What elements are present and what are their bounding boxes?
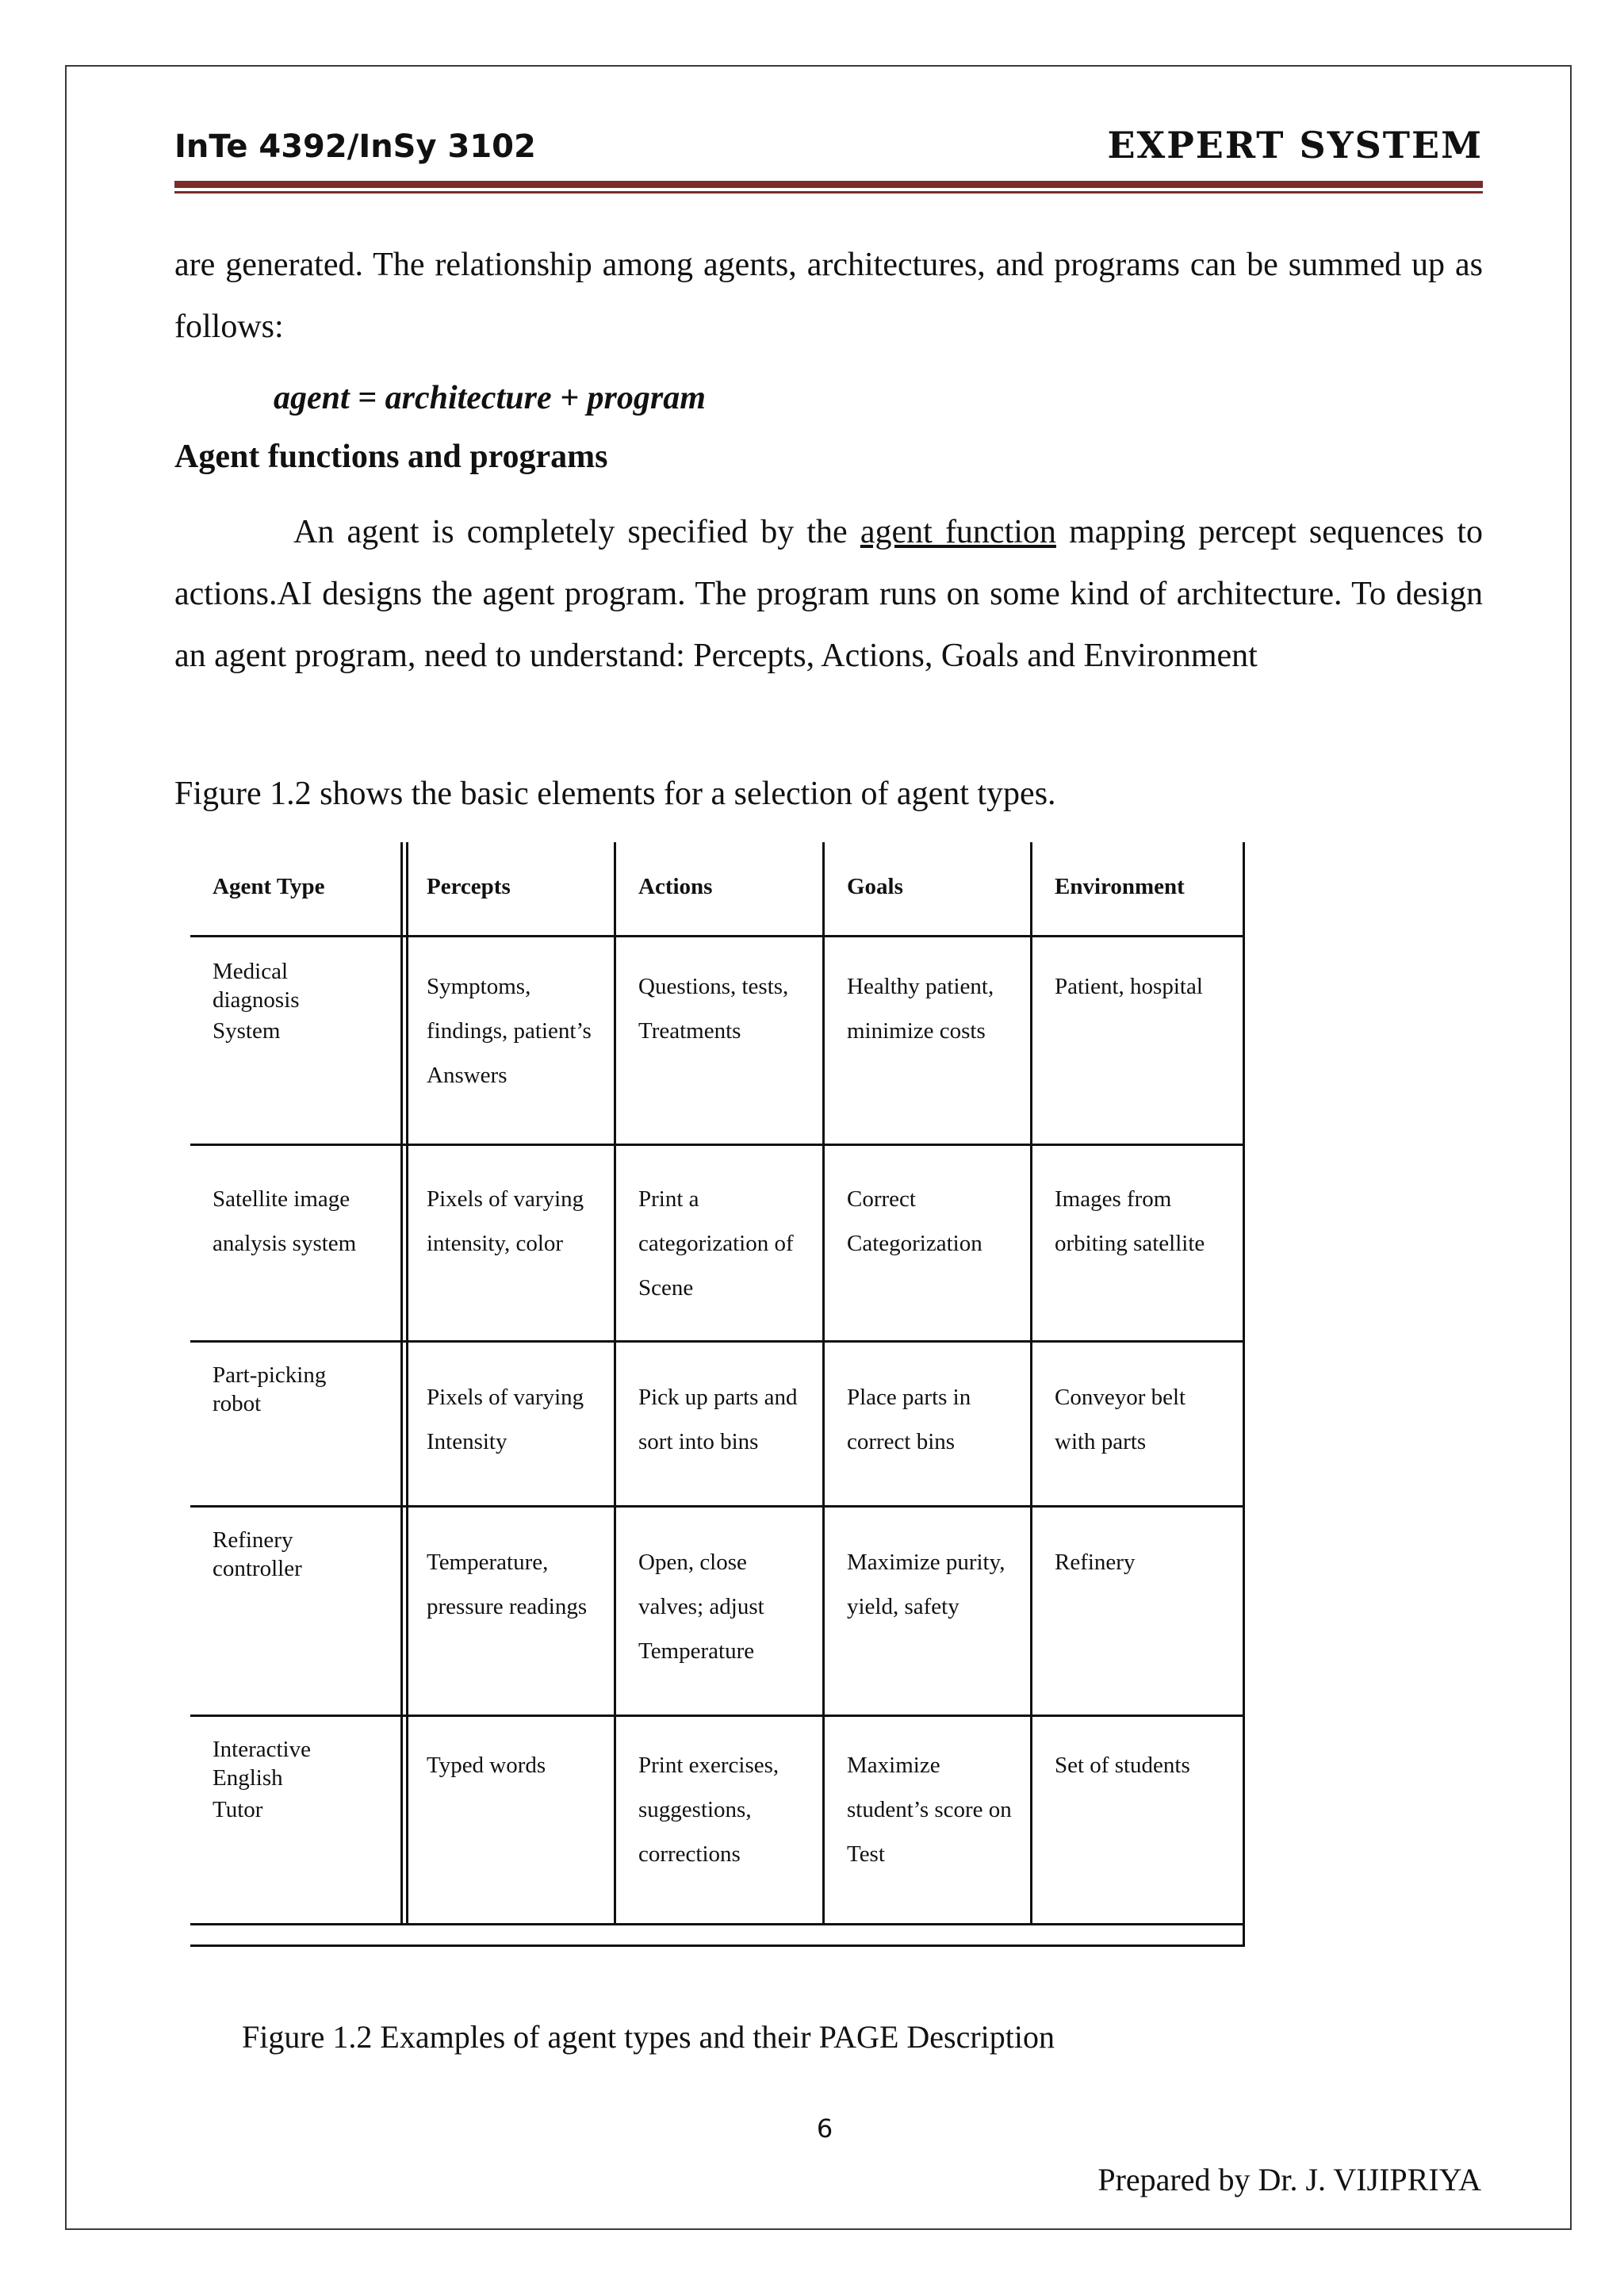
table-rule-col-1a (400, 842, 403, 1925)
cell-actions (638, 1177, 794, 1310)
cell-goals (847, 1540, 1005, 1629)
header-rule-thin (174, 191, 1483, 193)
agent-function-paragraph (174, 501, 1483, 687)
cell-line: suggestions, (638, 1797, 752, 1822)
header-rule-thick (174, 181, 1483, 188)
table-rule-header (190, 935, 1245, 937)
cell-line: Print exercises, (638, 1753, 779, 1778)
cell-line: Satellite image (213, 1186, 350, 1212)
cell-actions (638, 1540, 764, 1673)
cell-line: Pixels of varying (427, 1186, 584, 1212)
section-title: Agent functions and programs (174, 439, 608, 475)
cell-percepts (427, 1540, 587, 1629)
cell-actions (638, 964, 788, 1053)
cell-percepts (427, 964, 592, 1098)
cell-line: Temperature (638, 1638, 755, 1664)
cell-goals (847, 1177, 982, 1266)
cell-actions (638, 1743, 779, 1876)
agent-types-table (190, 842, 1245, 1967)
cell-line: Place parts in (847, 1385, 971, 1410)
cell-environment (1055, 964, 1203, 1009)
cell-agent-type-cont: Tutor (213, 1797, 263, 1822)
table-rule-row-3 (190, 1505, 1245, 1508)
table-rule-col-4 (1030, 842, 1032, 1925)
cell-line: Answers (427, 1063, 508, 1088)
cell-line: categorization of (638, 1231, 794, 1256)
cell-line: student’s score on (847, 1797, 1012, 1822)
cell-line: controller (213, 1556, 302, 1581)
header-goals: Goals (847, 874, 903, 899)
page-header (174, 119, 1483, 182)
cell-agent-type (213, 1735, 311, 1792)
figure-caption: Figure 1.2 Examples of agent types and their PAGE Description (242, 2019, 1055, 2055)
header-environment: Environment (1055, 874, 1185, 899)
cell-line: corrections (638, 1841, 741, 1867)
cell-environment (1055, 1177, 1205, 1266)
table-rule-row-5 (190, 1923, 1245, 1925)
cell-line: Print a (638, 1186, 699, 1212)
cell-line: intensity, color (427, 1231, 564, 1256)
agent-formula: agent = architecture + program (274, 380, 706, 416)
agent-function-link[interactable]: agent function (860, 514, 1056, 550)
cell-line: findings, patient’s (427, 1018, 592, 1044)
paragraph-text-start: An agent is completely specified by the (293, 514, 860, 550)
cell-percepts (427, 1375, 584, 1464)
cell-line: Patient, hospital (1055, 974, 1203, 999)
cell-line: pressure readings (427, 1594, 588, 1619)
cell-line: Test (847, 1841, 885, 1867)
cell-line: Healthy patient, (847, 974, 994, 999)
cell-line: correct bins (847, 1429, 956, 1454)
cell-agent-type-cont: System (213, 1018, 281, 1044)
table-rule-row-1 (190, 1144, 1245, 1146)
cell-line: robot (213, 1391, 262, 1416)
cell-line: diagnosis (213, 987, 300, 1013)
cell-line: minimize costs (847, 1018, 986, 1044)
cell-percepts (427, 1177, 584, 1266)
cell-line: Questions, tests, (638, 974, 789, 999)
cell-line: Conveyor belt (1055, 1385, 1186, 1410)
cell-line: Typed words (427, 1753, 546, 1778)
cell-line: Maximize (847, 1753, 940, 1778)
table-rule-col-3 (822, 842, 825, 1925)
cell-line: Images from (1055, 1186, 1172, 1212)
cell-line: Refinery (213, 1527, 293, 1553)
cell-line: Scene (638, 1275, 694, 1301)
cell-line: with parts (1055, 1429, 1147, 1454)
cell-line: Correct (847, 1186, 916, 1212)
cell-line: yield, safety (847, 1594, 959, 1619)
cell-line: Pick up parts and (638, 1385, 798, 1410)
cell-environment (1055, 1743, 1190, 1787)
table-rule-right (1243, 842, 1245, 1947)
cell-line: Open, close (638, 1550, 747, 1575)
cell-line: Set of students (1055, 1753, 1190, 1778)
cell-goals (847, 1743, 1012, 1876)
cell-line: Treatments (638, 1018, 741, 1044)
table-rule-row-2 (190, 1340, 1245, 1343)
table-rule-row-4 (190, 1715, 1245, 1717)
header-actions: Actions (638, 874, 713, 899)
table-rule-col-2 (614, 842, 616, 1925)
cell-agent-type (213, 1526, 302, 1583)
footer-author: Prepared by Dr. J. VIJIPRIYA (1097, 2162, 1481, 2197)
cell-line: Pixels of varying (427, 1385, 584, 1410)
cell-goals (847, 1375, 971, 1464)
cell-line: Intensity (427, 1429, 508, 1454)
document-title: EXPERT SYSTEM (1107, 124, 1483, 167)
cell-agent-type (213, 957, 300, 1014)
cell-line: sort into bins (638, 1429, 759, 1454)
cell-percepts (427, 1743, 546, 1787)
intro-paragraph: are generated. The relationship among agents, architectures, and programs can be summed up as follows: (174, 247, 1483, 345)
cell-line: Symptoms, (427, 974, 531, 999)
figure-intro: Figure 1.2 shows the basic elements for a selection of agent types. (174, 776, 1056, 812)
cell-line: valves; adjust (638, 1594, 764, 1619)
header-percepts: Percepts (427, 874, 511, 899)
cell-environment (1055, 1540, 1135, 1584)
cell-line: Categorization (847, 1231, 982, 1256)
cell-line: orbiting satellite (1055, 1231, 1205, 1256)
cell-environment (1055, 1375, 1185, 1464)
cell-actions (638, 1375, 798, 1464)
cell-line: Maximize purity, (847, 1550, 1005, 1575)
table-rule-col-1b (406, 842, 408, 1925)
cell-line: analysis system (213, 1231, 357, 1256)
table-rule-bottom (190, 1944, 1245, 1947)
cell-agent-type (213, 1361, 326, 1418)
page-number: 6 (816, 2113, 833, 2144)
cell-line: Temperature, (427, 1550, 549, 1575)
cell-line: Refinery (1055, 1550, 1136, 1575)
course-code: InTe 4392/InSy 3102 (174, 128, 536, 165)
cell-line: English (213, 1765, 283, 1791)
cell-agent-type (213, 1177, 356, 1266)
cell-line: Medical (213, 959, 289, 984)
header-agent-type: Agent Type (213, 874, 325, 899)
paragraph-text-end: mapping percept sequences to actions.AI designs the agent program. The program runs on some kind of architecture. To design an agent program, need to understand: Percepts, Actions, Goals and Environment (174, 514, 1483, 674)
cell-line: Part-picking (213, 1362, 327, 1388)
cell-goals (847, 964, 994, 1053)
cell-line: Interactive (213, 1737, 311, 1762)
